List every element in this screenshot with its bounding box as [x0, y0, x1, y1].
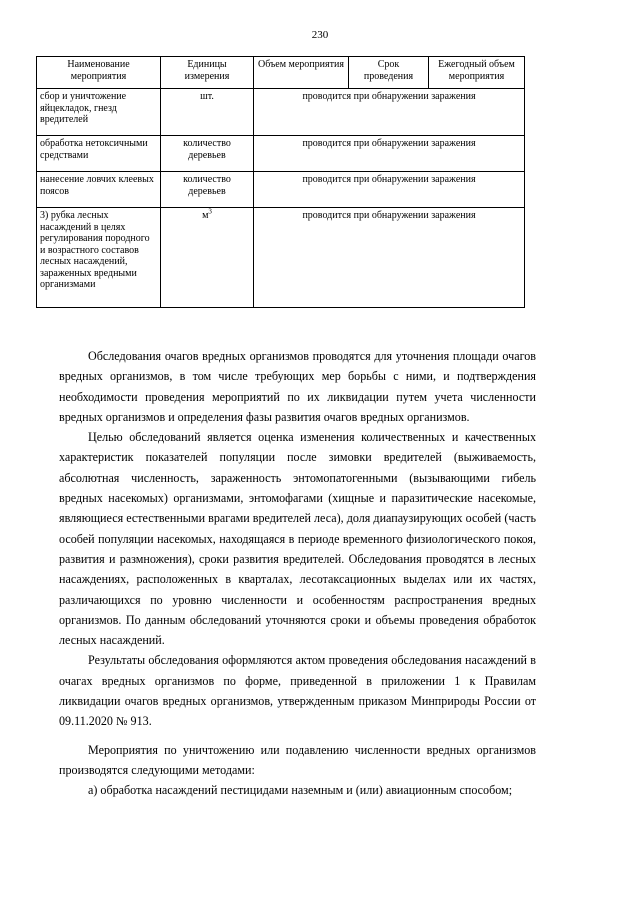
paragraph: Результаты обследования оформляются актом проведения обследования насаждений в очагах вредных организмов по форме, приведенной в приложении 1 к Правилам ликвидации очагов вредных организмов, утвержденным приказом Минприроды России от 09.11.2020 № 913. [59, 653, 536, 729]
row-unit: шт. [161, 89, 254, 136]
paragraph: Целью обследований является оценка изменения количественных и качественных характеристик показателей популяции после зимовки вредителей (выживаемость, абсолютная численность, зараженность энтомопатогенными (вызывающими гибель вредных насекомых) организмами, энтомофагами (хищные и паразитические насекомые, являющиеся естественными врагами вредителей леса), доля диапаузирующих особей (часть особей популяции насекомых, находящаяся в периоде временного физиологического покоя, развития и размножения), сроки развития вредителей. Обследования проводятся в лесных насаждениях, расположенных в кварталах, лесотаксационных выделах или их частях, различающихся по уровню численности и особенностям распространения вредных организмов. По данным обследований уточняются сроки и объемы проведения обработок лесных насаждений. [59, 430, 536, 648]
row-unit: количество деревьев [161, 172, 254, 208]
body-text [59, 346, 536, 801]
table-row [37, 136, 525, 172]
table-header-row [37, 57, 525, 89]
unit-text: м [202, 210, 209, 221]
paragraph: Мероприятия по уничтожению или подавлению численности вредных организмов производятся следующими методами: [59, 742, 536, 777]
row-unit [161, 208, 254, 308]
measures-table [36, 56, 525, 308]
row-schedule-note: проводится при обнаружении заражения [254, 208, 525, 308]
row-activity-name: нанесение ловчих клеевых поясов [37, 172, 161, 208]
row-schedule-note: проводится при обнаружении заражения [254, 136, 525, 172]
row-activity-name: 3) рубка лесных насаждений в целях регулирования породного и возрастного составов лесных насаждений, зараженных вредными организмами [37, 208, 161, 308]
table-row [37, 208, 525, 308]
page-number: 230 [311, 29, 329, 41]
row-unit: количество деревьев [161, 136, 254, 172]
unit-superscript: 3 [208, 207, 212, 216]
header-volume: Объем мероприятия [254, 57, 349, 89]
header-annual-volume: Ежегодный объем мероприятия [429, 57, 525, 89]
header-units: Единицы измерения [161, 57, 254, 89]
row-schedule-note: проводится при обнаружении заражения [254, 89, 525, 136]
row-activity-name: сбор и уничтожение яйцекладок, гнезд вредителей [37, 89, 161, 136]
paragraph: а) обработка насаждений пестицидами наземным и (или) авиационным способом; [88, 783, 513, 798]
row-schedule-note: проводится при обнаружении заражения [254, 172, 525, 208]
table-row [37, 172, 525, 208]
row-activity-name: обработка нетоксичными средствами [37, 136, 161, 172]
header-period: Срок проведения [349, 57, 429, 89]
table-row [37, 89, 525, 136]
paragraph: Обследования очагов вредных организмов проводятся для уточнения площади очагов вредных организмов, в том числе требующих мер борьбы с ними, и подтверждения необходимости проведения мероприятий по их ликвидации путем учета численности вредных организмов и определения фазы развития очагов вредных организмов. [59, 349, 536, 424]
header-activity-name: Наименование мероприятия [37, 57, 161, 89]
